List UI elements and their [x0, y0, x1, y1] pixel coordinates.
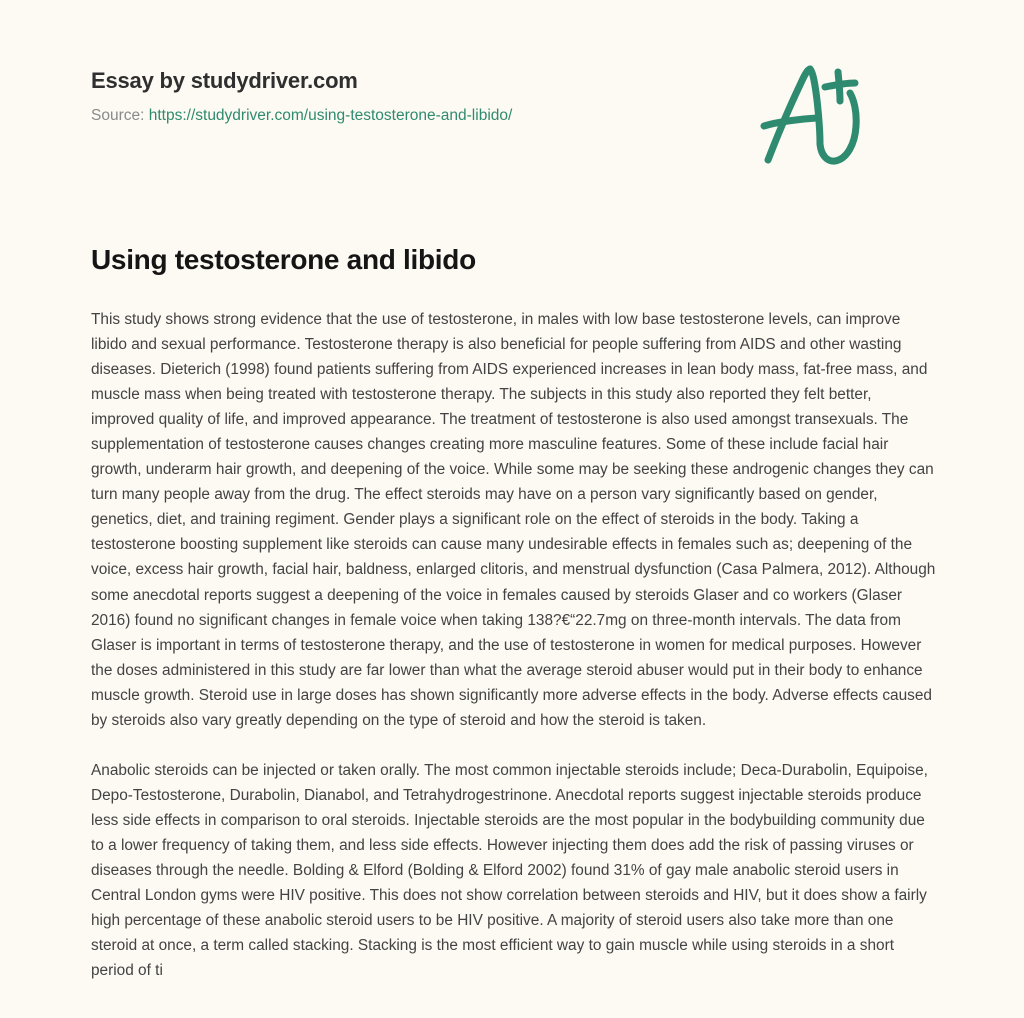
body-paragraph: Anabolic steroids can be injected or taken orally. The most common injectable steroids include; Deca-Durabolin, Equipoise, Depo-Testosterone, Durabolin, Dianabol, and Tetrahydrogestrinone. Anecdotal reports suggest injectable steroids produce less side effects in comparison to oral steroids. Injectable steroids are the most popular in the bodybuilding community due to a lower frequency of taking them, and less side effects. However injecting them does add the risk of passing viruses or diseases through the needle. Bolding & Elford (Bolding & Elford 2002) found 31% of gay male anabolic steroid users in Central London gyms were HIV positive. This does not show correlation between steroids and HIV, but it does show a fairly high percentage of these anabolic steroid users to be HIV positive. A majority of steroid users also take more than one steroid at once, a term called stacking. Stacking is the most efficient way to gain muscle while using steroids in a short period of ti	[91, 761, 928, 980]
document-body	[91, 307, 937, 983]
essay-attribution: Essay by studydriver.com	[91, 68, 358, 93]
body-paragraph: This study shows strong evidence that the use of testosterone, in males with low base testosterone levels, can improve libido and sexual performance. Testosterone therapy is also beneficial for people suffering from AIDS and other wasting diseases. Dieterich (1998) found patients suffering from AIDS experienced increases in lean body mass, fat-free mass, and muscle mass when being treated with testosterone therapy. The subjects in this study also reported they felt better, improved quality of life, and improved appearance. The treatment of testosterone is also used amongst transexuals. The supplementation of testosterone causes changes creating more masculine features. Some of these include facial hair growth, underarm hair growth, and deepening of the voice. While some may be seeking these androgenic changes they can turn many people away from the drug. The effect steroids may have on a person vary significantly based on gender, genetics, diet, and training regiment. Gender plays a significant role on the effect of steroids in the body. Taking a testosterone boosting supplement like steroids can cause many undesirable effects in females such as; deepening of the voice, excess hair growth, facial hair, baldness, enlarged clitoris, and menstrual dysfunction (Casa Palmera, 2012). Although some anecdotal reports suggest a deepening of the voice in females caused by steroids Glaser and co workers (Glaser 2016) found no significant changes in female voice when taking 138?€“22.7mg on three-month intervals. The data from Glaser is important in terms of testosterone therapy, and the use of testosterone in women for medical purposes. However the doses administered in this study are far lower than what the average steroid abuser would put in their body to enhance muscle growth. Steroid use in large doses has shown significantly more adverse effects in the body. Adverse effects caused by steroids also vary greatly depending on the type of steroid and how the steroid is taken.	[91, 311, 936, 729]
document-header	[84, 0, 940, 125]
source-label: Source:	[91, 107, 145, 125]
a-plus-logo	[755, 60, 875, 170]
source-line	[91, 107, 512, 126]
header-text-block	[91, 68, 512, 126]
page-title: Using testosterone and libido	[91, 244, 476, 275]
source-url-link[interactable]: https://studydriver.com/using-testosterone-and-libido/	[148, 107, 513, 125]
